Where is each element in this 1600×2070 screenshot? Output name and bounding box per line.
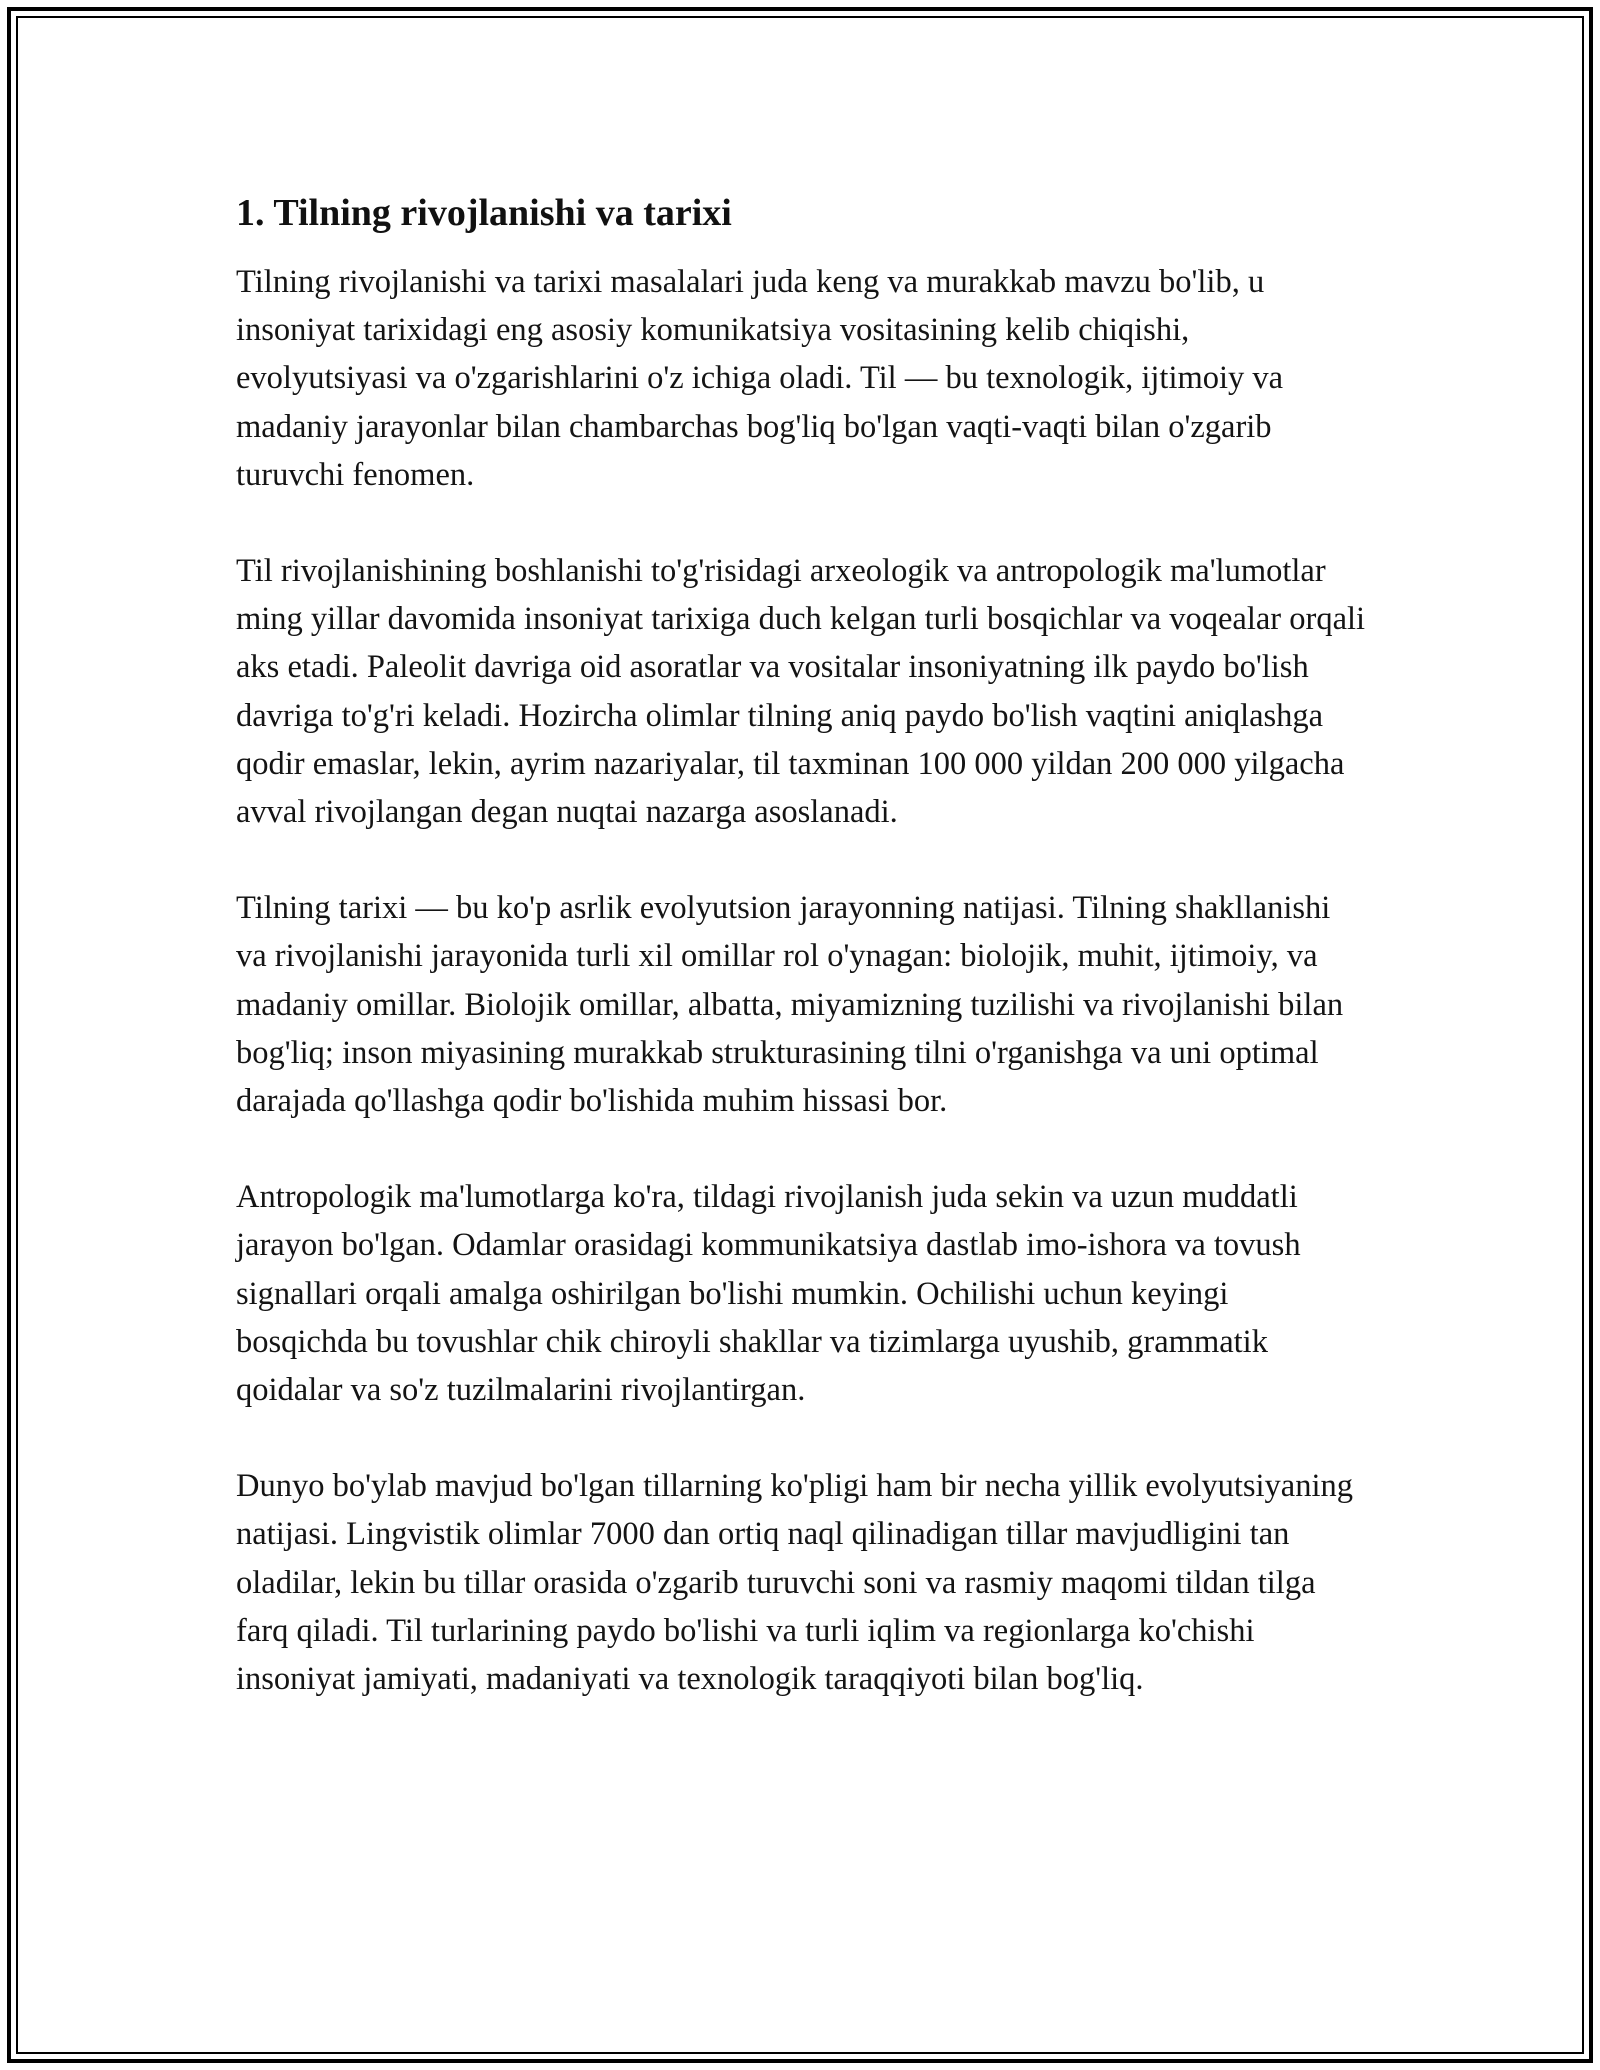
paragraph-2: Til rivojlanishining boshlanishi to'g'risidagi arxeologik va antropologik ma'lumotlar ming yillar davomida insoniyat tarixiga duch kelgan turli bosqichlar va voqealar orqali aks etadi. Paleolit davriga oid asoratlar va vositalar insoniyatning ilk paydo bo'lish davriga to'g'ri keladi. Hozircha olimlar tilning aniq paydo bo'lish vaqtini aniqlashga qodir emaslar, lekin, ayrim nazariyalar, til taxminan 100 000 yildan 200 000 yilgacha avval rivojlangan degan nuqtai nazarga asoslanadi. [236,553,1366,831]
document-body [236,187,1366,1703]
section-heading: 1. Tilning rivojlanishi va tarixi [236,192,732,234]
paragraph-1: Tilning rivojlanishi va tarixi masalalari juda keng va murakkab mavzu bo'lib, u insoniyat tarixidagi eng asosiy komunikatsiya vositasining kelib chiqishi, evolyutsiyasi va o'zgarishlarini o'z ichiga oladi. Til — bu texnologik, ijtimoiy va madaniy jarayonlar bilan chambarchas bog'liq bo'lgan vaqti-vaqti bilan o'zgarib turuvchi fenomen. [236,264,1284,493]
paragraph-3: Tilning tarixi — bu ko'p asrlik evolyutsion jarayonning natijasi. Tilning shakllanishi va rivojlanishi jarayonida turli xil omillar rol o'ynagan: biolojik, muhit, ijtimoiy, va madaniy omillar. Biolojik omillar, albatta, miyamizning tuzilishi va rivojlanishi bilan bog'liq; inson miyasining murakkab strukturasining tilni o'rganishga va uni optimal darajada qo'llashga qodir bo'lishida muhim hissasi bor. [236,890,1344,1120]
paragraph-5: Dunyo bo'ylab mavjud bo'lgan tillarning ko'pligi ham bir necha yillik evolyutsiyaning natijasi. Lingvistik olimlar 7000 dan ortiq naql qilinadigan tillar mavjudligini tan oladilar, lekin bu tillar orasida o'zgarib turuvchi soni va rasmiy maqomi tildan tilga farq qiladi. Til turlarining paydo bo'lishi va turli iqlim va regionlarga ko'chishi insoniyat jamiyati, madaniyati va texnologik taraqqiyoti bilan bog'liq. [236,1468,1353,1698]
paragraph-4: Antropologik ma'lumotlarga ko'ra, tildagi rivojlanish juda sekin va uzun muddatli jarayon bo'lgan. Odamlar orasidagi kommunikatsiya dastlab imo-ishora va tovush signallari orqali amalga oshirilgan bo'lishi mumkin. Ochilishi uchun keyingi bosqichda bu tovushlar chik chiroyli shakllar va tizimlarga uyushib, grammatik qoidalar va so'z tuzilmalarini rivojlantirgan. [236,1179,1301,1409]
